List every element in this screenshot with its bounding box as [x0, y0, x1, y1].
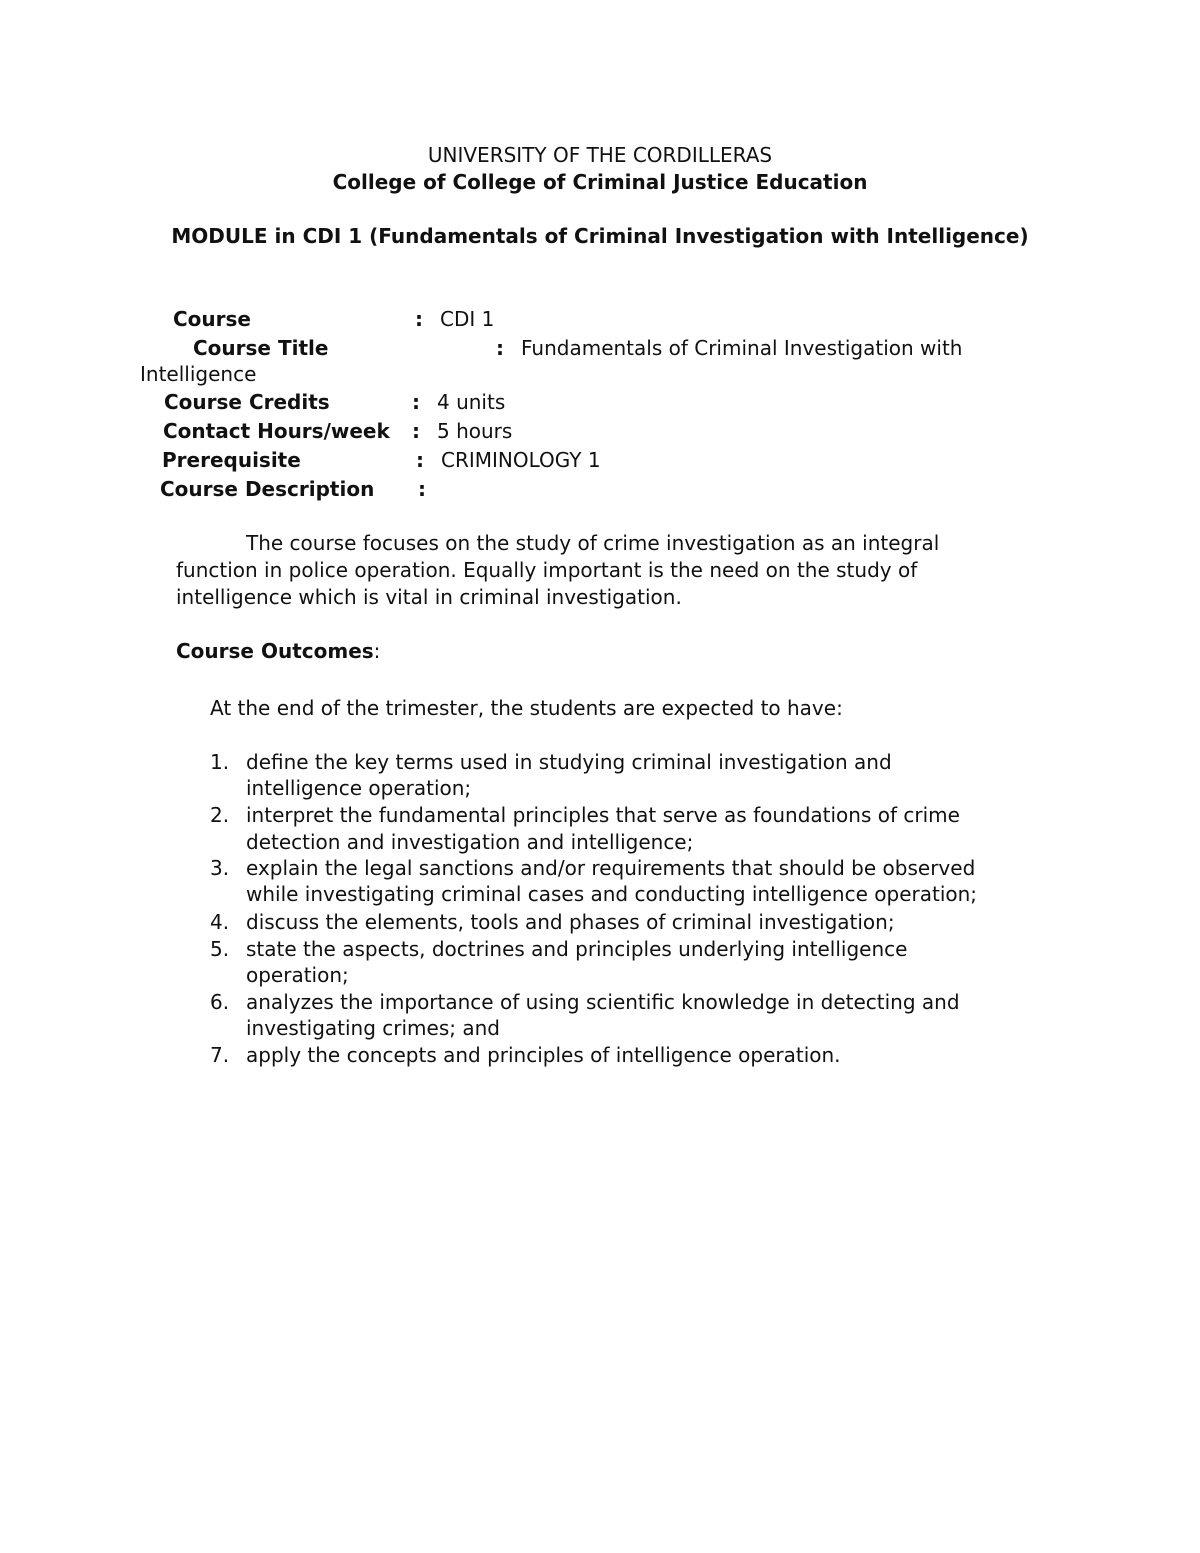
- list-item: apply the concepts and principles of intelligence operation.: [246, 1043, 841, 1067]
- prerequisite-value: CRIMINOLOGY 1: [441, 448, 601, 472]
- outcomes-heading: [176, 639, 380, 663]
- contact-hours-colon: :: [412, 419, 420, 443]
- college-name: College of College of Criminal Justice Education: [332, 170, 868, 194]
- module-title: MODULE in CDI 1 (Fundamentals of Criminal Investigation with Intelligence): [171, 224, 1029, 248]
- course-value: CDI 1: [440, 307, 495, 331]
- outcomes-intro: At the end of the trimester, the students are expected to have:: [210, 696, 843, 720]
- description-line: intelligence which is vital in criminal investigation.: [176, 585, 682, 609]
- list-item: analyzes the importance of using scientific knowledge in detecting and: [246, 990, 960, 1014]
- list-item: state the aspects, doctrines and principles underlying intelligence: [246, 937, 908, 961]
- list-item: define the key terms used in studying criminal investigation and: [246, 750, 892, 774]
- list-item-continued: intelligence operation;: [246, 776, 472, 800]
- course-description-colon: :: [418, 477, 426, 501]
- list-item-number: 6.: [210, 990, 230, 1014]
- outcomes-heading-colon: :: [373, 639, 381, 663]
- course-credits-value: 4 units: [437, 390, 506, 414]
- course-title-value: Fundamentals of Criminal Investigation with: [521, 336, 963, 360]
- list-item-continued: detection and investigation and intelligence;: [246, 830, 694, 854]
- list-item: explain the legal sanctions and/or requirements that should be observed: [246, 856, 976, 880]
- list-item-number: 4.: [210, 910, 230, 934]
- list-item: interpret the fundamental principles that serve as foundations of crime: [246, 803, 960, 827]
- prerequisite-colon: :: [416, 448, 424, 472]
- list-item-continued: while investigating criminal cases and conducting intelligence operation;: [246, 882, 978, 906]
- description-line: function in police operation. Equally important is the need on the study of: [176, 558, 918, 582]
- list-item-continued: investigating crimes; and: [246, 1016, 500, 1040]
- course-label: Course: [173, 307, 251, 331]
- description-line: The course focuses on the study of crime investigation as an integral: [246, 531, 940, 555]
- contact-hours-value: 5 hours: [437, 419, 513, 443]
- university-name: UNIVERSITY OF THE CORDILLERAS: [427, 143, 773, 167]
- course-credits-label: Course Credits: [164, 390, 330, 414]
- list-item-number: 1.: [210, 750, 230, 774]
- list-item-number: 5.: [210, 937, 230, 961]
- course-title-label: Course Title: [193, 336, 329, 360]
- prerequisite-label: Prerequisite: [162, 448, 301, 472]
- course-credits-colon: :: [412, 390, 420, 414]
- list-item-number: 7.: [210, 1043, 230, 1067]
- list-item-number: 2.: [210, 803, 230, 827]
- course-title-value-continued: Intelligence: [140, 362, 257, 386]
- outcomes-heading-text: Course Outcomes: [176, 639, 374, 663]
- course-description-label: Course Description: [160, 477, 375, 501]
- course-title-colon: :: [496, 336, 504, 360]
- list-item-continued: operation;: [246, 963, 349, 987]
- contact-hours-label: Contact Hours/week: [163, 419, 390, 443]
- course-colon: :: [415, 307, 423, 331]
- list-item-number: 3.: [210, 856, 230, 880]
- list-item: discuss the elements, tools and phases of criminal investigation;: [246, 910, 895, 934]
